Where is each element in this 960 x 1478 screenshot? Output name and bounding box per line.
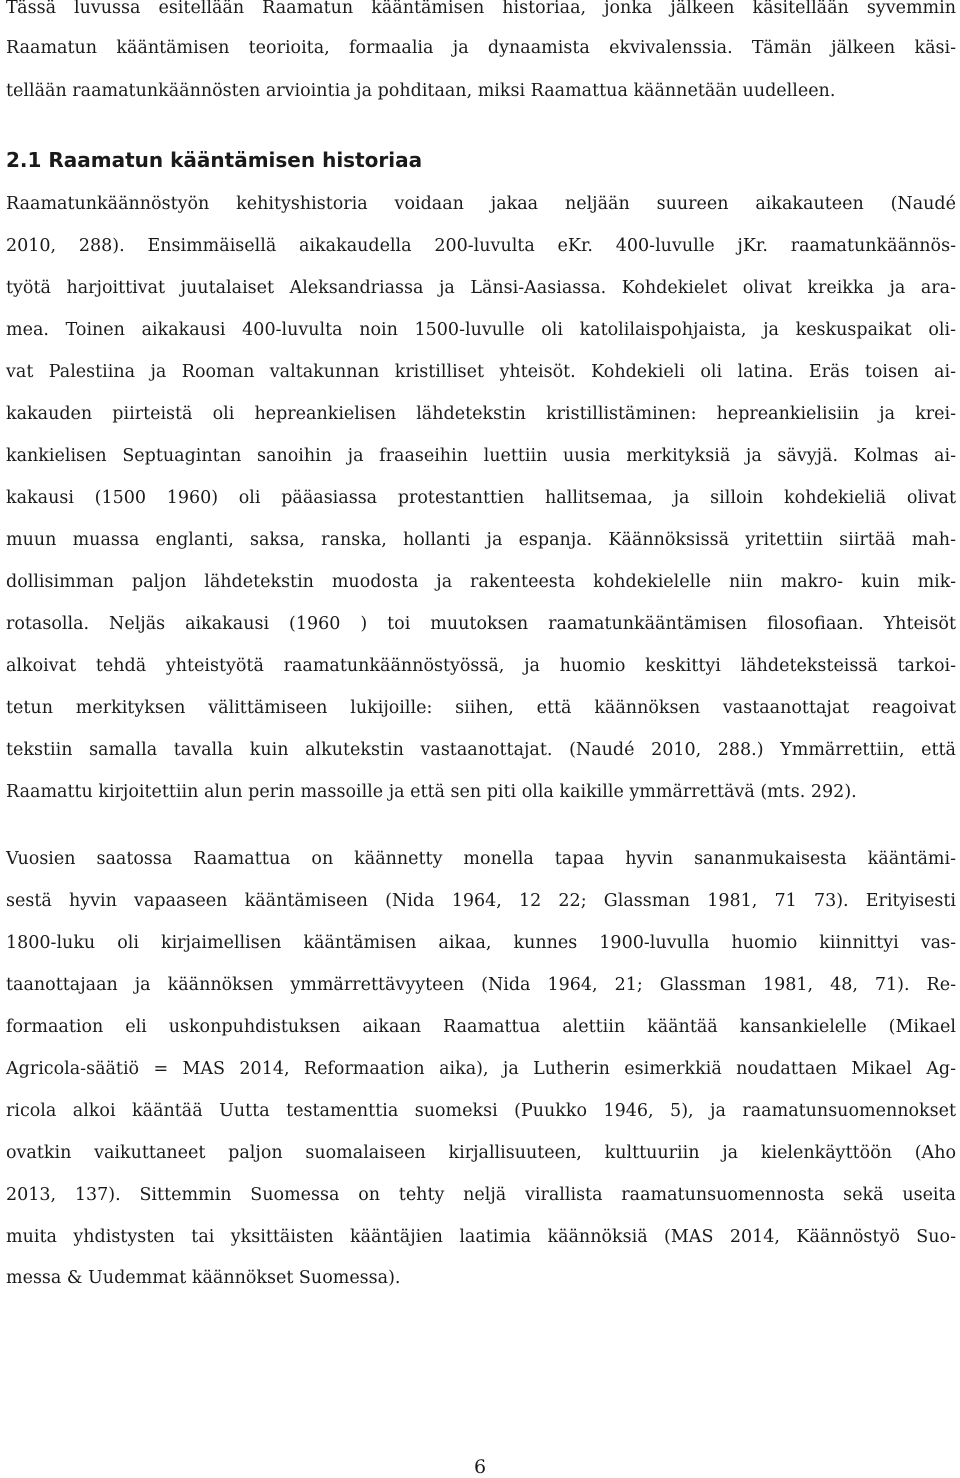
intro-line-1: Tässä luvussa esitellään Raamatun kääntämisen historiaa, jonka jälkeen käsitellään syvemmin	[6, 0, 956, 18]
history-line-5: vat Palestiina ja Rooman valtakunnan kristilliset yhteisöt. Kohdekieli oli latina. Eräs toisen ai-	[6, 362, 956, 382]
history-line-1: Raamatunkäännöstyön kehityshistoria voidaan jakaa neljään suureen aikakauteen (Naudé	[6, 194, 956, 214]
translation-line-9: 2013, 137). Sittemmin Suomessa on tehty neljä virallista raamatunsuomennosta sekä useita	[6, 1185, 956, 1205]
history-line-12: alkoivat tehdä yhteistyötä raamatunkäännöstyössä, ja huomio keskittyi lähdeteksteissä tarkoi-	[6, 656, 956, 676]
translation-line-4: taanottajaan ja käännöksen ymmärrettävyyteen (Nida 1964, 21; Glassman 1981, 48, 71). Re-	[6, 975, 956, 995]
translation-line-5: formaation eli uskonpuhdistuksen aikaan Raamattua alettiin kääntää kansankielelle (Mikael	[6, 1017, 956, 1037]
page-number: 6	[473, 1456, 487, 1478]
history-line-9: muun muassa englanti, saksa, ranska, hollanti ja espanja. Käännöksissä yritettiin siirtää mah-	[6, 530, 956, 550]
history-line-3: työtä harjoittivat juutalaiset Aleksandriassa ja Länsi-Aasiassa. Kohdekielet olivat kreikka ja ara-	[6, 278, 956, 298]
translation-line-10: muita yhdistysten tai yksittäisten kääntäjien laatimia käännöksiä (MAS 2014, Käännöstyö Suo-	[6, 1227, 956, 1247]
translation-line-8: ovatkin vaikuttaneet paljon suomalaiseen kirjallisuuteen, kulttuuriin ja kielenkäyttöön (Aho	[6, 1143, 956, 1163]
history-line-8: kakausi (1500 1960) oli pääasiassa protestanttien hallitsemaa, ja silloin kohdekieliä olivat	[6, 488, 956, 508]
translation-line-1: Vuosien saatossa Raamattua on käännetty monella tapaa hyvin sananmukaisesta kääntämi-	[6, 849, 956, 869]
translation-line-2: sestä hyvin vapaaseen kääntämiseen (Nida 1964, 12 22; Glassman 1981, 71 73). Erityisesti	[6, 891, 956, 911]
translation-line-6: Agricola-säätiö = MAS 2014, Reformaation aika), ja Lutherin esimerkkiä noudattaen Mikael Ag-	[6, 1059, 956, 1079]
translation-line-7: ricola alkoi kääntää Uutta testamenttia suomeksi (Puukko 1946, 5), ja raamatunsuomennokset	[6, 1101, 956, 1121]
section-heading: 2.1 Raamatun kääntämisen historiaa	[6, 148, 423, 172]
intro-line-2: Raamatun kääntämisen teorioita, formaalia ja dynaamista ekvivalenssia. Tämän jälkeen käsi-	[6, 38, 956, 58]
intro-line-3: tellään raamatunkäännösten arviointia ja pohditaan, miksi Raamattua käännetään uudelleen.	[6, 81, 836, 101]
history-line-2: 2010, 288). Ensimmäisellä aikakaudella 200-luvulta eKr. 400-luvulle jKr. raamatunkäännös-	[6, 236, 956, 256]
history-line-11: rotasolla. Neljäs aikakausi (1960 ) toi muutoksen raamatunkääntämisen filosofiaan. Yhteisöt	[6, 614, 956, 634]
history-line-7: kankielisen Septuagintan sanoihin ja fraaseihin luettiin uusia merkityksiä ja sävyjä. Kolmas ai-	[6, 446, 956, 466]
translation-line-11: messa & Uudemmat käännökset Suomessa).	[6, 1268, 401, 1288]
history-line-14: tekstiin samalla tavalla kuin alkutekstin vastaanottajat. (Naudé 2010, 288.) Ymmärrettiin, että	[6, 740, 956, 760]
history-line-15: Raamattu kirjoitettiin alun perin massoille ja että sen piti olla kaikille ymmärrettävä (mts. 292).	[6, 782, 857, 802]
history-line-10: dollisimman paljon lähdetekstin muodosta ja rakenteesta kohdekielelle niin makro- kuin mik-	[6, 572, 956, 592]
history-line-13: tetun merkityksen välittämiseen lukijoille: siihen, että käännöksen vastaanottajat reagoivat	[6, 698, 956, 718]
history-line-6: kakauden piirteistä oli hepreankielisen lähdetekstin kristillistäminen: hepreankielisiin ja krei-	[6, 404, 956, 424]
history-line-4: mea. Toinen aikakausi 400-luvulta noin 1500-luvulle oli katolilaispohjaista, ja keskuspaikat oli-	[6, 320, 956, 340]
translation-line-3: 1800-luku oli kirjaimellisen kääntämisen aikaa, kunnes 1900-luvulla huomio kiinnittyi vas-	[6, 933, 956, 953]
